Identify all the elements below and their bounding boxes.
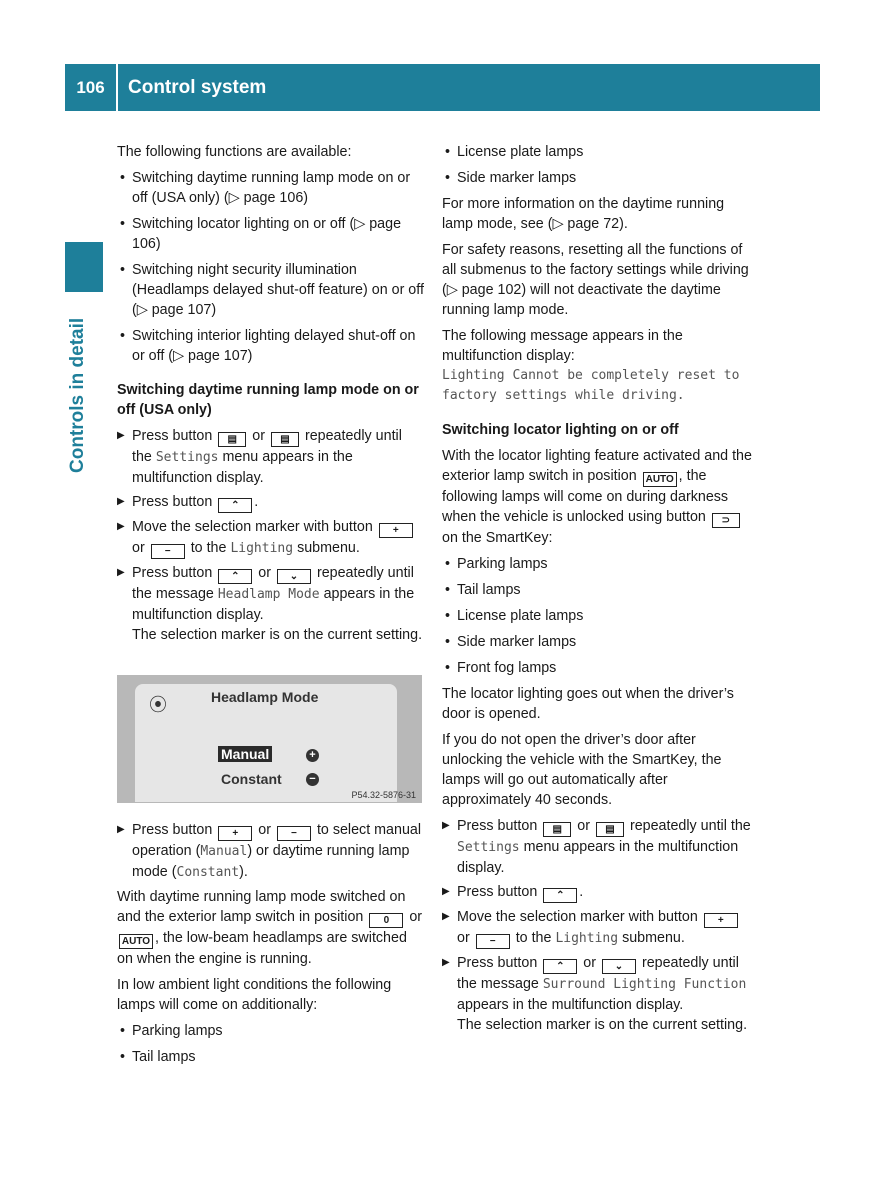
step-text: submenu. (622, 930, 685, 946)
instruction-step (117, 517, 425, 559)
function-item: • Switching night security illumination (Headlamps delayed shut-off feature) on or off (▷ page 107) (117, 260, 425, 320)
step-text: Press button (132, 565, 213, 581)
display-text: Surround Lighting Function (542, 977, 747, 992)
arrow-icon: ▶ (117, 521, 125, 532)
arrow-icon: ▶ (442, 957, 450, 968)
para-text: With daytime running lamp mode switched on and the exterior lamp switch in position (117, 889, 406, 925)
step-text: ). (239, 864, 248, 880)
para-text: With the locator lighting feature activated and the exterior lamp switch in position (442, 448, 752, 484)
step-text: appears in the multifunction display. (457, 997, 684, 1013)
step-text: or (457, 930, 470, 946)
para-text: or (409, 909, 423, 925)
lamp-item: • Front fog lamps (442, 658, 752, 678)
unlock-key-icon: ⊃ (712, 513, 740, 528)
next-page-key-icon: ▤ (271, 432, 299, 447)
up-key-icon: ⌃ (543, 959, 577, 974)
lamp-item: • Parking lamps (442, 554, 752, 574)
para-text: on the SmartKey: (442, 530, 553, 546)
lamp-item: • Tail lamps (117, 1047, 425, 1067)
display-text: Constant (176, 865, 240, 880)
step-text: to the (515, 930, 552, 946)
lamp-item: • Tail lamps (442, 580, 752, 600)
display-option-selected: Manual (218, 746, 272, 762)
display-text: Settings (457, 840, 520, 855)
step-note: The selection marker is on the current setting. (132, 627, 423, 643)
sidebar-label: Controls in detail (67, 317, 88, 473)
plus-key-icon: + (379, 523, 413, 538)
step-text: repeatedly until the message (457, 955, 739, 992)
paragraph: The following message appears in the multifunction display: (442, 328, 683, 364)
sidebar-tab (65, 242, 103, 292)
next-page-key-icon: ▤ (596, 822, 624, 837)
auto-key-icon: AUTO (643, 472, 677, 487)
lamp-item: • Side marker lamps (442, 632, 752, 652)
arrow-icon: ▶ (117, 430, 125, 441)
zero-key-icon: 0 (369, 913, 403, 928)
arrow-icon: ▶ (442, 886, 450, 897)
instruction-step (442, 816, 752, 878)
plus-icon: + (306, 749, 319, 762)
instruction-step (117, 820, 425, 883)
auto-key-icon: AUTO (119, 934, 153, 949)
intro-text: The following functions are available: (117, 144, 352, 160)
minus-key-icon: − (277, 826, 311, 841)
step-text: Move the selection marker with button (457, 909, 698, 925)
section-heading: Switching daytime running lamp mode on or off (USA only) (117, 382, 419, 418)
up-key-icon: ⌃ (218, 498, 252, 513)
step-text: or (577, 818, 590, 834)
paragraph (442, 446, 752, 548)
paragraph (117, 887, 425, 969)
paragraph: If you do not open the driver’s door after unlocking the vehicle with the SmartKey, the lamps will go out automatically after approximately 40 seconds. (442, 732, 722, 808)
display-text: Headlamp Mode (217, 587, 320, 602)
step-text: Press button (457, 818, 538, 834)
lamp-item: • License plate lamps (442, 606, 752, 626)
step-text: or (583, 955, 596, 971)
arrow-icon: ▶ (117, 824, 125, 835)
step-text: repeatedly until the (629, 818, 751, 834)
display-text: Lighting (230, 541, 294, 556)
minus-icon: − (306, 773, 319, 786)
instruction-step: ▶ Press button ⌃ . (442, 884, 584, 901)
step-text: or (258, 822, 271, 838)
right-column (442, 142, 752, 1039)
prev-page-key-icon: ▤ (543, 822, 571, 837)
step-text: menu appears in the multifunction display. (132, 449, 353, 486)
plus-key-icon: + (704, 913, 738, 928)
step-text: or (132, 540, 145, 556)
function-item: • Switching locator lighting on or off (▷ page 106) (117, 214, 425, 254)
figure-code: P54.32-5876-31 (351, 790, 416, 800)
step-text: menu appears in the multifunction display. (457, 839, 739, 876)
function-item: • Switching daytime running lamp mode on or off (USA only) (▷ page 106) (117, 168, 425, 208)
minus-key-icon: − (151, 544, 185, 559)
lamp-item: • Side marker lamps (442, 168, 752, 188)
lamp-item: • Parking lamps (117, 1021, 425, 1041)
instruction-step (442, 907, 752, 949)
left-column-lower (117, 820, 425, 1073)
headlamp-icon: ⦿ (149, 695, 167, 715)
step-text: Press button (132, 822, 213, 838)
instruction-step (117, 563, 425, 645)
step-text: Press button (457, 884, 538, 900)
step-text: repeatedly until the message (132, 565, 414, 602)
display-option: Constant (221, 771, 282, 787)
arrow-icon: ▶ (117, 567, 125, 578)
step-text: appears in the multifunction display. (132, 586, 415, 623)
page-title: Control system (128, 77, 267, 98)
paragraph: In low ambient light conditions the following lamps will come on additionally: (117, 977, 392, 1013)
instruction-step (117, 426, 425, 488)
paragraph: For safety reasons, resetting all the functions of all submenus to the factory settings while driving (▷ page 102) will not deactivate the daytime running lamp mode. (442, 242, 749, 318)
left-column (117, 142, 425, 649)
step-text: Press button (132, 428, 213, 444)
step-text: Move the selection marker with button (132, 519, 373, 535)
para-text: , the low-beam headlamps are switched on when the engine is running. (117, 930, 407, 967)
arrow-icon: ▶ (117, 496, 125, 507)
plus-key-icon: + (218, 826, 252, 841)
down-key-icon: ⌄ (277, 569, 311, 584)
display-text: Lighting (555, 931, 619, 946)
display-text: Settings (155, 450, 219, 465)
display-text: Manual (200, 844, 248, 859)
down-key-icon: ⌄ (602, 959, 636, 974)
up-key-icon: ⌃ (543, 888, 577, 903)
paragraph: For more information on the daytime running lamp mode, see (▷ page 72). (442, 196, 725, 232)
step-text: or (258, 565, 271, 581)
step-text: to the (190, 540, 227, 556)
instruction-step: ▶ Press button ⌃ . (117, 494, 259, 511)
display-title: Headlamp Mode (211, 689, 319, 705)
instruction-step (442, 953, 752, 1035)
up-key-icon: ⌃ (218, 569, 252, 584)
display-figure (117, 675, 422, 803)
minus-key-icon: − (476, 934, 510, 949)
step-text: or (252, 428, 265, 444)
section-heading: Switching locator lighting on or off (442, 422, 679, 438)
step-text: Press button (457, 955, 538, 971)
display-message: Lighting Cannot be completely reset to factory settings while driving. (442, 368, 740, 403)
step-text: ) or daytime running lamp mode ( (132, 843, 410, 880)
page-header (65, 64, 820, 111)
arrow-icon: ▶ (442, 911, 450, 922)
step-text: to select manual operation ( (132, 822, 422, 859)
header-divider (116, 64, 118, 111)
function-item: • Switching interior lighting delayed shut-off on or off (▷ page 107) (117, 326, 425, 366)
page-number: 106 (76, 78, 105, 97)
lamp-item: • License plate lamps (442, 142, 752, 162)
para-text: , the following lamps will come on during darkness when the vehicle is unlocked using button (442, 468, 729, 525)
paragraph: The locator lighting goes out when the driver’s door is opened. (442, 686, 734, 722)
prev-page-key-icon: ▤ (218, 432, 246, 447)
arrow-icon: ▶ (442, 820, 450, 831)
step-text: Press button (132, 494, 213, 510)
step-note: The selection marker is on the current setting. (457, 1017, 748, 1033)
step-text: submenu. (297, 540, 360, 556)
step-text: repeatedly until the (132, 428, 402, 465)
